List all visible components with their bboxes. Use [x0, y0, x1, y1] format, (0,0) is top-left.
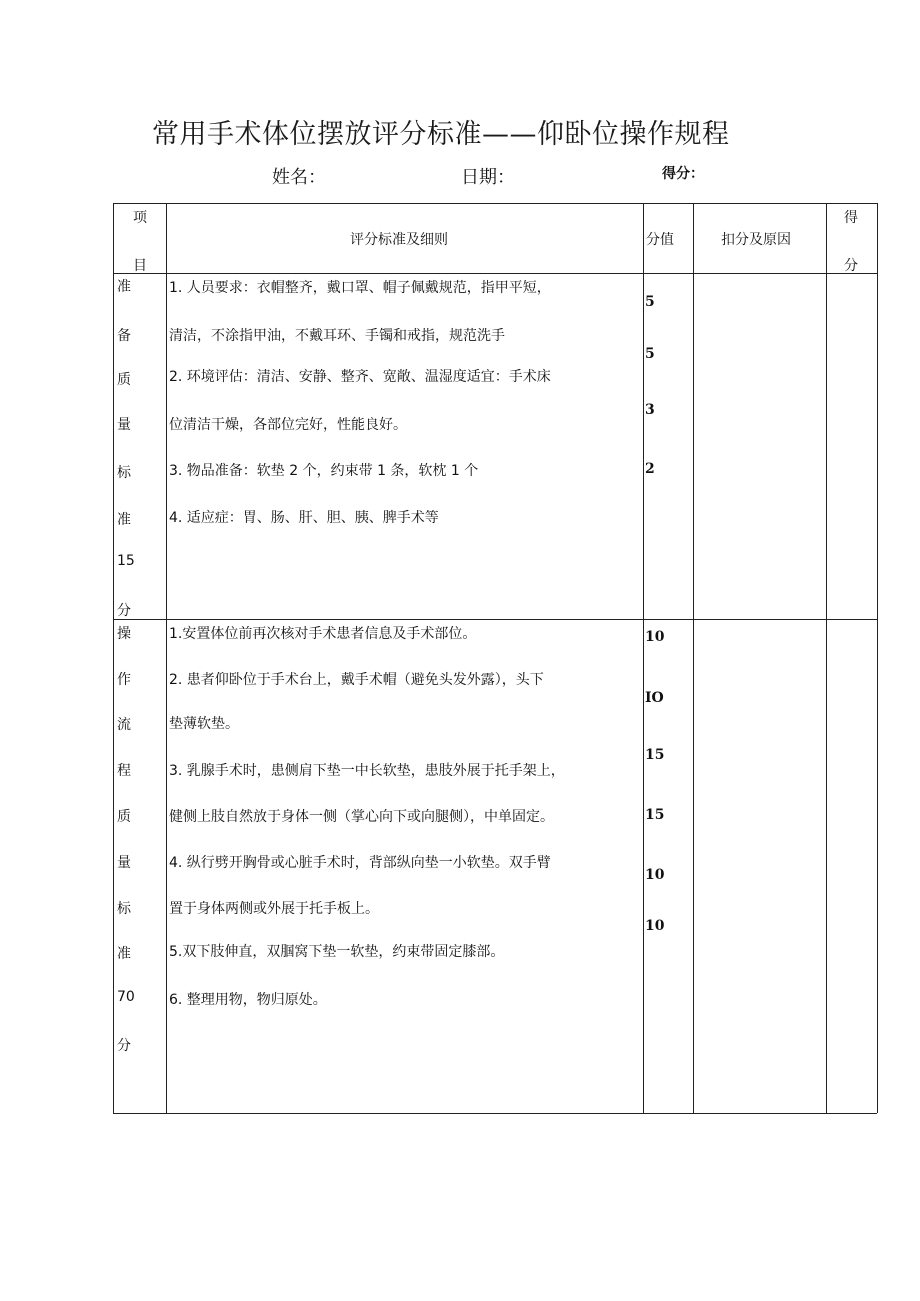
table-border-bottom [113, 1113, 877, 1114]
category-char: 程 [117, 763, 131, 779]
category-char: 量 [117, 417, 131, 433]
header-score: 得 [844, 210, 858, 226]
criteria-line: 健侧上肢自然放于身体一侧（掌心向下或向腿侧），中单固定。 [169, 809, 554, 825]
table-border-left [113, 203, 114, 1113]
criteria-line: 清洁，不涂指甲油，不戴耳环、手镯和戒指，规范洗手 [169, 328, 505, 344]
category-char: 准 [117, 279, 131, 295]
category-char: 质 [117, 372, 131, 388]
category-char: 标 [117, 465, 131, 481]
header-criteria: 评分标准及细则 [350, 232, 448, 248]
score-value: 15 [645, 747, 665, 763]
category-char: 质 [117, 809, 131, 825]
criteria-line: 1.安置体位前再次核对手术患者信息及手术部位。 [169, 626, 477, 642]
score-label: 得分： [662, 166, 704, 182]
criteria-line: 2. 环境评估：清洁、安静、整齐、宽敞、温湿度适宜：手术床 [169, 369, 551, 385]
category-char: 分 [117, 1038, 131, 1054]
category-char: 准 [117, 512, 131, 528]
criteria-line: 置于身体两侧或外展于托手板上。 [169, 901, 379, 917]
header-score: 分 [844, 258, 858, 274]
category-char: 15 [117, 553, 135, 569]
score-value: 5 [645, 294, 655, 310]
header-item: 目 [133, 258, 147, 274]
score-value: 10 [645, 629, 665, 645]
category-char: 量 [117, 855, 131, 871]
table-border-right [877, 203, 878, 1113]
category-char: 标 [117, 901, 131, 917]
table-border-top [113, 203, 877, 204]
criteria-line: 垫薄软垫。 [169, 716, 239, 732]
table-divider [693, 203, 694, 1113]
criteria-line: 5.双下肢伸直，双腘窝下垫一软垫，约束带固定膝部。 [169, 944, 505, 960]
criteria-line: 3. 乳腺手术时，患侧肩下垫一中长软垫，患肢外展于托手架上， [169, 763, 565, 779]
score-value: 10 [645, 918, 665, 934]
score-value: 2 [645, 461, 655, 477]
criteria-line: 4. 纵行劈开胸骨或心脏手术时，背部纵向垫一小软垫。双手臂 [169, 855, 551, 871]
header-value: 分值 [646, 232, 674, 248]
category-char: 备 [117, 328, 131, 344]
criteria-line: 1. 人员要求：衣帽整齐，戴口罩、帽子佩戴规范，指甲平短， [169, 280, 551, 296]
score-value: IO [645, 690, 664, 706]
criteria-line: 3. 物品准备：软垫 2 个，约束带 1 条，软枕 1 个 [169, 463, 479, 479]
header-deduction: 扣分及原因 [721, 232, 791, 248]
criteria-line: 6. 整理用物，物归原处。 [169, 992, 327, 1008]
date-label: 日期： [461, 167, 515, 188]
score-value: 3 [645, 402, 655, 418]
table-divider [826, 203, 827, 1113]
criteria-line: 位清洁干燥，各部位完好，性能良好。 [169, 417, 407, 433]
category-char: 分 [117, 603, 131, 619]
score-value: 5 [645, 346, 655, 362]
score-value: 10 [645, 867, 665, 883]
category-char: 作 [117, 672, 131, 688]
category-char: 流 [117, 717, 131, 733]
category-char: 70 [117, 989, 135, 1005]
score-value: 15 [645, 807, 665, 823]
table-divider [643, 203, 644, 1113]
table-divider [166, 203, 167, 1113]
table-divider [113, 273, 877, 274]
criteria-line: 2. 患者仰卧位于手术台上，戴手术帽（避免头发外露），头下 [169, 672, 544, 688]
category-char: 操 [117, 626, 131, 642]
category-char: 准 [117, 946, 131, 962]
header-item: 项 [133, 210, 147, 226]
criteria-line: 4. 适应症：胃、肠、肝、胆、胰、脾手术等 [169, 510, 439, 526]
page-title: 常用手术体位摆放评分标准——仰卧位操作规程 [152, 119, 730, 150]
table-divider [113, 619, 877, 620]
name-label: 姓名： [272, 167, 326, 188]
